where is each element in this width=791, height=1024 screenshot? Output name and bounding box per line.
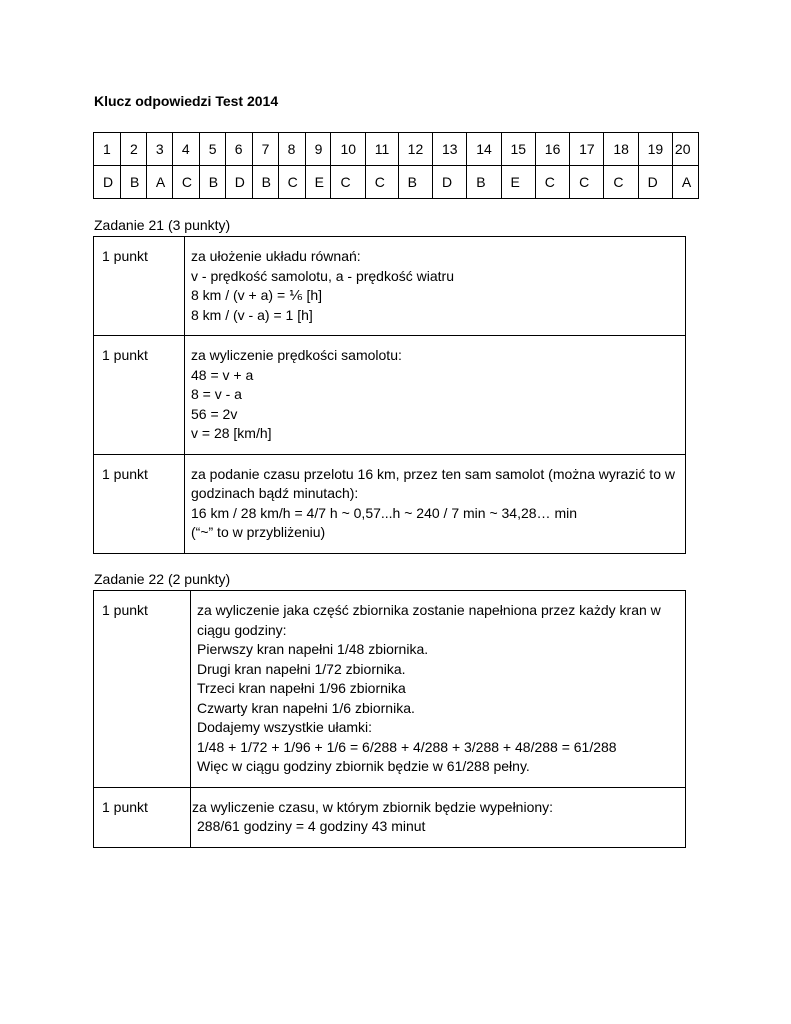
answer-letter: B [398,166,432,199]
task22-heading: Zadanie 22 (2 punkty) [94,571,231,587]
task21-scoring-table [93,236,686,554]
question-numbers-row [94,133,699,166]
scoring-row [94,454,686,553]
question-number: 14 [467,133,501,166]
criteria-line: Czwarty kran napełni 1/6 zbiornika. [197,699,415,716]
answer-letter: C [278,166,305,199]
criteria-cell [191,591,686,788]
question-number: 4 [172,133,199,166]
question-number: 19 [638,133,672,166]
points-cell: 1 punkt [94,787,191,847]
points-cell: 1 punkt [94,591,191,788]
scoring-row [94,336,686,455]
criteria-line: 16 km / 28 km/h = 4/7 h ~ 0,57...h ~ 240 / 7 min ~ 34,28… min [191,504,577,521]
criteria-line: Trzeci kran napełni 1/96 zbiornika [197,680,406,696]
answer-letter: D [94,166,121,199]
question-number: 13 [432,133,466,166]
question-number: 5 [199,133,225,166]
criteria-line: Więc w ciągu godziny zbiornik będzie w 61/288 pełny. [197,758,530,774]
answer-letter: B [120,166,146,199]
criteria-line: 56 = 2v [191,405,238,422]
answer-letter: D [225,166,252,199]
answer-letter: C [570,166,604,199]
question-number: 7 [252,133,278,166]
task22-scoring-table [93,590,686,848]
answer-key-table [93,132,699,199]
criteria-line: v - prędkość samolotu, a - prędkość wiatru [191,267,454,284]
question-number: 9 [305,133,331,166]
question-number: 6 [225,133,252,166]
criteria-line: za wyliczenie prędkości samolotu: [191,347,402,363]
criteria-line: 8 km / (v + a) = ⅙ [h] [191,287,323,303]
question-number: 10 [331,133,365,166]
criteria-line: za wyliczenie jaka część zbiornika zostanie napełniona przez każdy kran w ciągu godziny: [197,602,661,638]
points-cell: 1 punkt [94,336,185,455]
question-number: 16 [535,133,569,166]
answer-letter: B [252,166,278,199]
answer-letter: D [638,166,672,199]
criteria-line: za podanie czasu przelotu 16 km, przez ten sam samolot (można wyrazić to w godzinach bądź minutach): [191,465,675,501]
scoring-row [94,237,686,336]
criteria-line: 48 = v + a [191,366,254,383]
answer-letter: C [331,166,365,199]
criteria-cell [185,237,686,336]
criteria-line: 8 = v - a [191,386,242,402]
criteria-cell [185,454,686,553]
answer-letter: B [467,166,501,199]
points-cell: 1 punkt [94,237,185,336]
question-number: 1 [94,133,121,166]
criteria-line: 1/48 + 1/72 + 1/96 + 1/6 = 6/288 + 4/288 + 3/288 + 48/288 = 61/288 [197,738,617,755]
answer-letter: C [172,166,199,199]
question-number: 15 [501,133,535,166]
criteria-line: Dodajemy wszystkie ułamki: [197,719,373,735]
criteria-line: za wyliczenie czasu, w którym zbiornik będzie wypełniony: [192,798,554,815]
criteria-line: 8 km / (v - a) = 1 [h] [191,306,313,323]
answer-letter: A [672,166,698,199]
points-cell: 1 punkt [94,454,185,553]
criteria-line: 288/61 godziny = 4 godziny 43 minut [197,818,426,834]
task21-heading: Zadanie 21 (3 punkty) [94,217,231,233]
answer-letter: E [501,166,535,199]
answer-letter: C [604,166,638,199]
scoring-row [94,591,686,788]
criteria-line: (“~” to w przybliżeniu) [191,524,326,540]
question-number: 20 [672,133,698,166]
criteria-line: Drugi kran napełni 1/72 zbiornika. [197,660,406,677]
criteria-line: v = 28 [km/h] [191,425,272,441]
answers-row [94,166,699,199]
scoring-row [94,787,686,847]
question-number: 8 [278,133,305,166]
criteria-line: za ułożenie układu równań: [191,248,361,264]
question-number: 2 [120,133,146,166]
criteria-line: Pierwszy kran napełni 1/48 zbiornika. [197,641,429,657]
answer-letter: E [305,166,331,199]
criteria-cell [191,787,686,847]
question-number: 3 [146,133,172,166]
question-number: 11 [365,133,398,166]
page-title: Klucz odpowiedzi Test 2014 [94,93,279,109]
answer-letter: C [535,166,569,199]
question-number: 12 [398,133,432,166]
question-number: 17 [570,133,604,166]
question-number: 18 [604,133,638,166]
answer-letter: C [365,166,398,199]
answer-letter: B [199,166,225,199]
answer-letter: D [432,166,466,199]
answer-letter: A [146,166,172,199]
criteria-cell [185,336,686,455]
